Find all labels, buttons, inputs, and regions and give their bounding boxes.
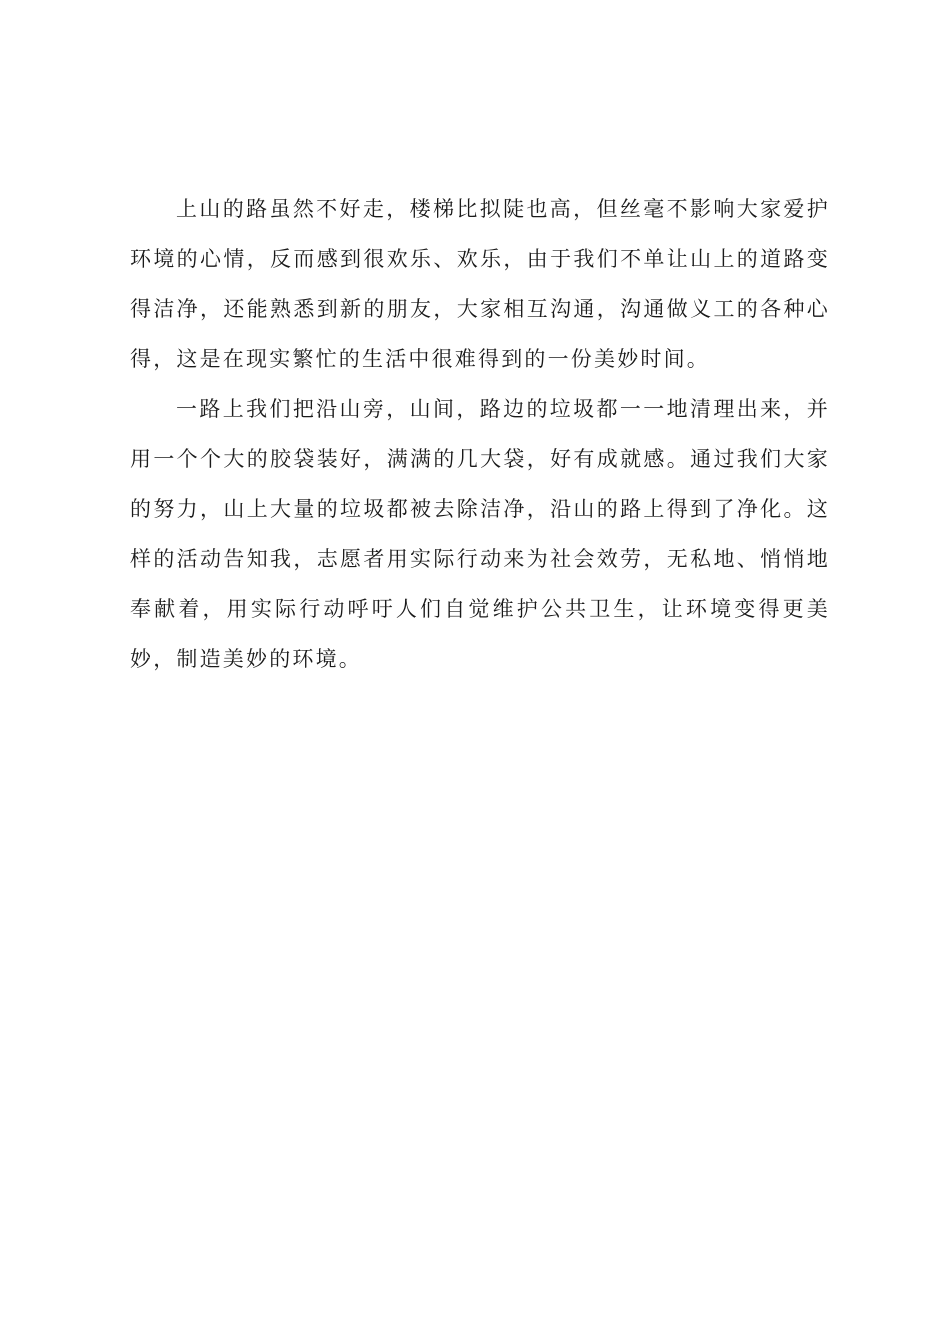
document-body <box>130 184 830 684</box>
paragraph: 上山的路虽然不好走，楼梯比拟陡也高，但丝毫不影响大家爱护环境的心情，反而感到很欢乐、欢乐，由于我们不单让山上的道路变得洁净，还能熟悉到新的朋友，大家相互沟通，沟通做义工的各种心得，这是在现实繁忙的生活中很难得到的一份美妙时间。 <box>130 197 830 371</box>
paragraph: 一路上我们把沿山旁，山间，路边的垃圾都一一地清理出来，并用一个个大的胶袋装好，满满的几大袋，好有成就感。通过我们大家的努力，山上大量的垃圾都被去除洁净，沿山的路上得到了净化。这样的活动告知我，志愿者用实际行动来为社会效劳，无私地、悄悄地奉献着，用实际行动呼吁人们自觉维护公共卫生，让环境变得更美妙，制造美妙的环境。 <box>130 397 830 671</box>
